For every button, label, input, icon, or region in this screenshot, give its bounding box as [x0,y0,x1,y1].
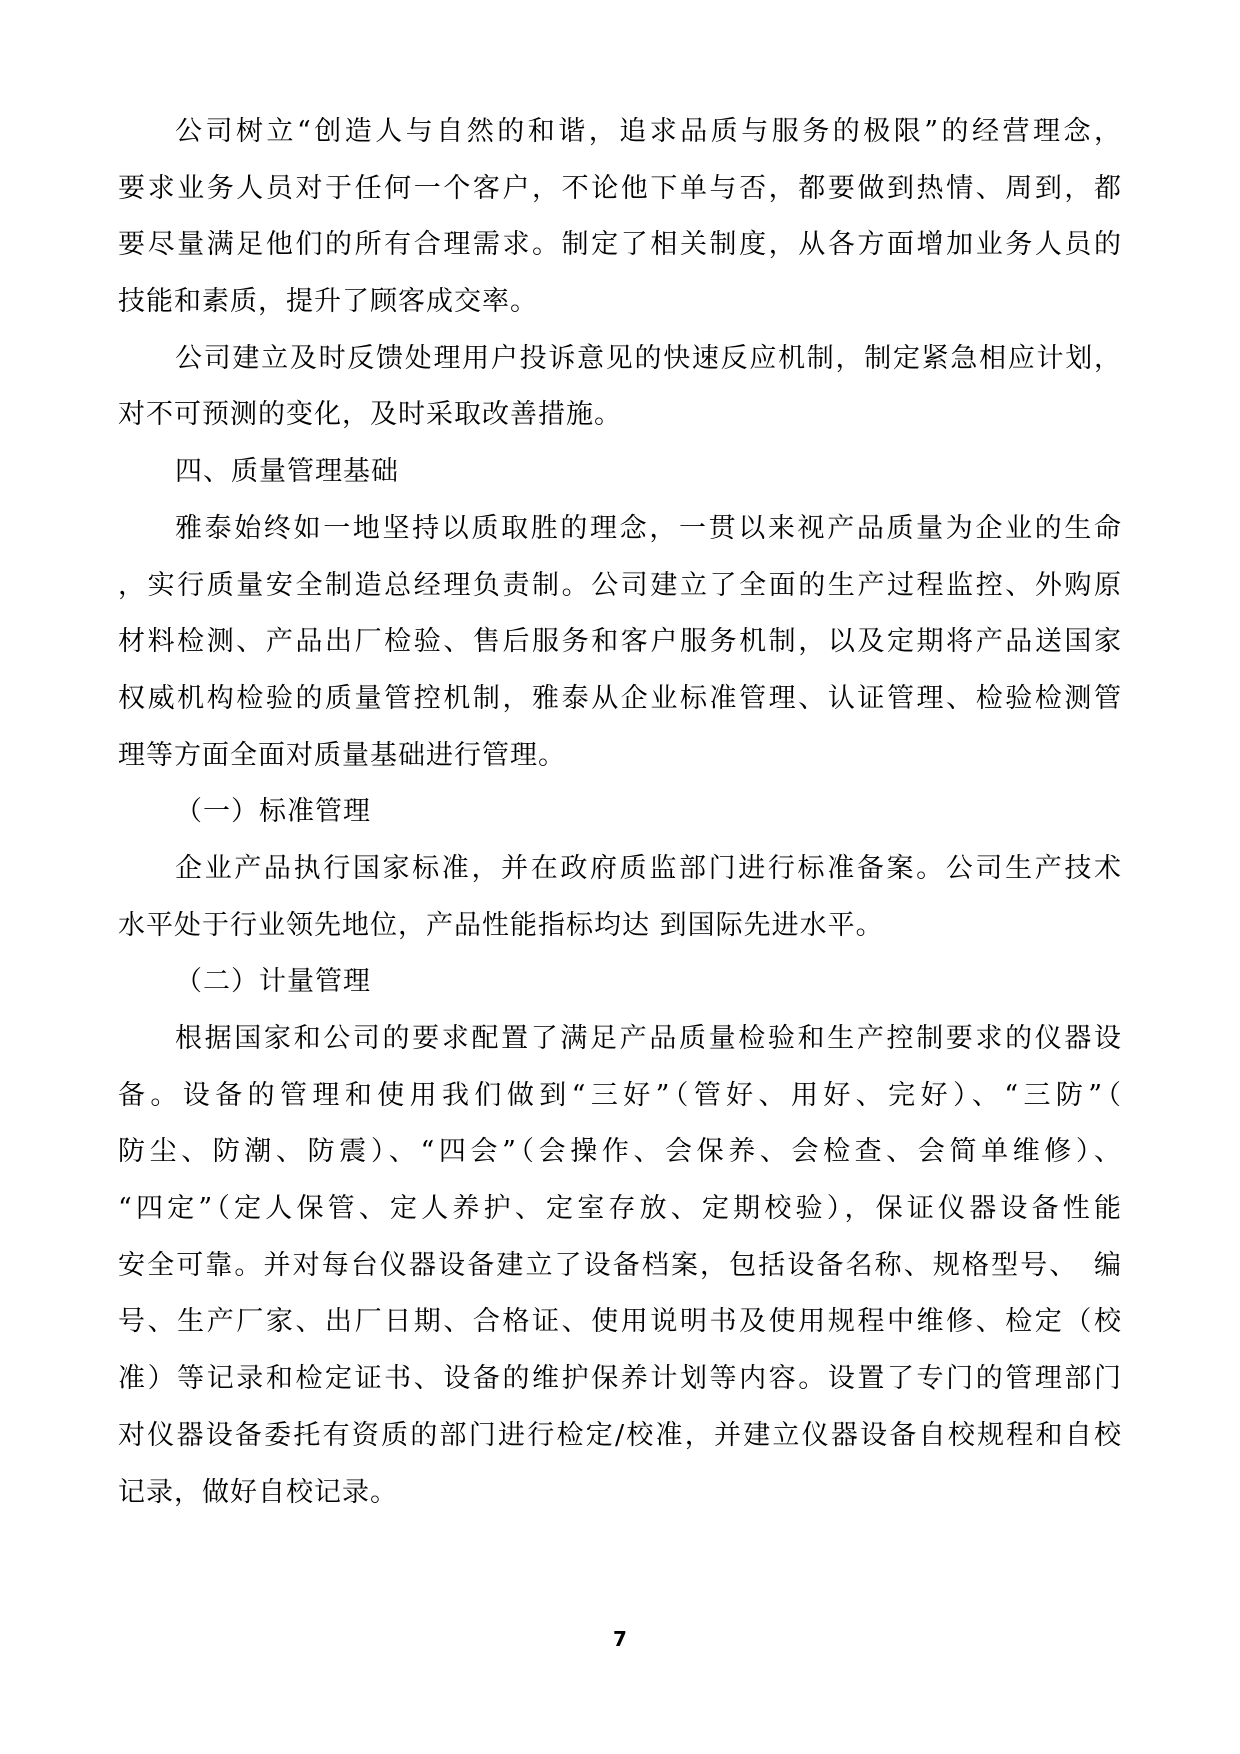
text-line: 水平处于行业领先地位，产品性能指标均达 到国际先进水平。 [118,909,884,941]
text-line: 公司建立及时反馈处理用户投诉意见的快速反应机制，制定紧急相应计划， [175,342,1122,374]
page-number: 7 [613,1627,627,1651]
text-line: 对仪器设备委托有资质的部门进行检定/校准，并建立仪器设备自校规程和自校 [118,1419,1122,1451]
section-subheading: （二）计量管理 [175,966,371,998]
paragraph-quality-overview [118,501,1122,784]
text-line: 准）等记录和检定证书、设备的维护保养计划等内容。设置了专门的管理部门 [118,1363,1122,1395]
text-line: “四定”（定人保管、定人养护、定室存放、定期校验），保证仪器设备性能 [118,1193,1122,1225]
text-line: 对不可预测的变化，及时采取改善措施。 [118,399,622,431]
text-line: 安全可靠。并对每台仪器设备建立了设备档案，包括设备名称、规格型号、 编 [118,1249,1122,1281]
text-line: 防尘、防潮、防震）、“四会”（会操作、会保养、会检查、会简单维修）、 [118,1136,1122,1168]
heading-quality-management-basis [118,444,1122,501]
text-line: ，实行质量安全制造总经理负责制。公司建立了全面的生产过程监控、外购原 [118,569,1122,601]
paragraph-metrology-management [118,1011,1122,1521]
section-subheading: （一）标准管理 [175,796,371,828]
section-heading: 四、质量管理基础 [175,456,399,488]
text-line: 企业产品执行国家标准，并在政府质监部门进行标准备案。公司生产技术 [175,852,1122,884]
text-line: 技能和素质，提升了顾客成交率。 [118,286,538,318]
heading-metrology-management [118,954,1122,1011]
document-body [118,104,1122,1521]
paragraph-business-philosophy [118,104,1122,331]
text-line: 理等方面全面对质量基础进行管理。 [118,739,566,771]
paragraph-standard-management [118,841,1122,954]
page-footer [0,1626,1240,1652]
text-line: 要求业务人员对于任何一个客户，不论他下单与否，都要做到热情、周到，都 [118,172,1122,204]
paragraph-feedback-mechanism [118,331,1122,444]
text-line: 雅泰始终如一地坚持以质取胜的理念，一贯以来视产品质量为企业的生命 [175,512,1122,544]
text-line: 材料检测、产品出厂检验、售后服务和客户服务机制，以及定期将产品送国家 [118,626,1122,658]
text-line: 公司树立“创造人与自然的和谐，追求品质与服务的极限”的经营理念， [175,116,1122,147]
heading-standard-management [118,784,1122,841]
text-line: 要尽量满足他们的所有合理需求。制定了相关制度，从各方面增加业务人员的 [118,229,1122,261]
text-line: 权威机构检验的质量管控机制，雅泰从企业标准管理、认证管理、检验检测管 [118,682,1122,714]
text-line: 号、生产厂家、出厂日期、合格证、使用说明书及使用规程中维修、检定（校 [118,1306,1122,1338]
text-line: 备。设备的管理和使用我们做到“三好”（管好、用好、完好）、“三防”（ [118,1079,1122,1111]
text-line: 记录，做好自校记录。 [118,1476,398,1508]
text-line: 根据国家和公司的要求配置了满足产品质量检验和生产控制要求的仪器设 [175,1023,1122,1054]
